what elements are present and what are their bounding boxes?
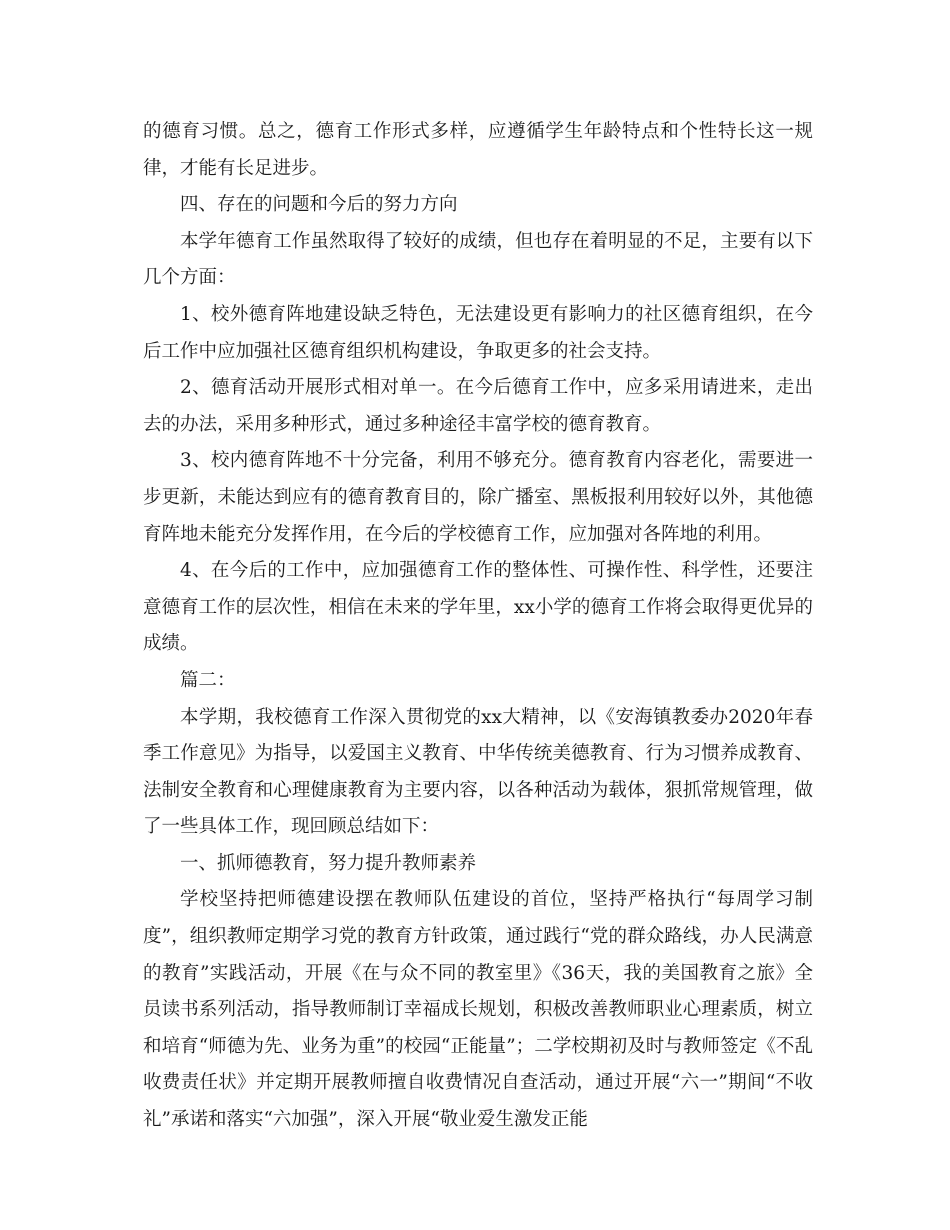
document-body bbox=[143, 114, 813, 1139]
list-item-2: 2、德育活动开展形式相对单一。在今后德育工作中，应多采用请进来，走出去的办法，采用多种形式，通过多种途径丰富学校的德育教育。 bbox=[143, 377, 813, 435]
list-item-1: 1、校外德育阵地建设缺乏特色，无法建设更有影响力的社区德育组织，在今后工作中应加强社区德育组织机构建设，争取更多的社会支持。 bbox=[143, 303, 813, 362]
paragraph: 本学期，我校德育工作深入贯彻党的xx大精神，以《安海镇教委办2020年春季工作意见》为指导，以爱国主义教育、中华传统美德教育、行为习惯养成教育、法制安全教育和心理健康教育为主要内容，以各种活动为载体，狠抓常规管理，做了一些具体工作，现回顾总结如下： bbox=[143, 706, 813, 838]
part-heading: 篇二： bbox=[180, 669, 236, 691]
paragraph-continuation: 的德育习惯。总之，德育工作形式多样，应遵循学生年龄特点和个性特长这一规律，才能有长足进步。 bbox=[143, 121, 813, 179]
paragraph: 学校坚持把师德建设摆在教师队伍建设的首位，坚持严格执行“每周学习制度”，组织教师定期学习党的教育方针政策，通过践行“党的群众路线，办人民满意的教育”实践活动，开展《在与众不同的教室里》《36天，我的美国教育之旅》全员读书系列活动，指导教师制订幸福成长规划，积极改善教师职业心理素质，树立和培育“师德为先、业务为重”的校园“正能量”；二学校期初及时与教师签定《不乱收费责任状》并定期开展教师擅自收费情况自查活动，通过开展“六一”期间“不收礼”承诺和落实“六加强”，深入开展“敬业爱生激发正能 bbox=[143, 889, 813, 1131]
list-item-4: 4、在今后的工作中，应加强德育工作的整体性、可操作性、科学性，还要注意德育工作的层次性，相信在未来的学年里，xx小学的德育工作将会取得更优异的成绩。 bbox=[143, 560, 813, 655]
section-heading-teacher-ethics: 一、抓师德教育，努力提升教师素养 bbox=[180, 852, 477, 874]
list-item-3: 3、校内德育阵地不十分完备，利用不够充分。德育教育内容老化，需要进一步更新，未能达到应有的德育教育目的，除广播室、黑板报利用较好以外，其他德育阵地未能充分发挥作用，在今后的学校德育工作，应加强对各阵地的利用。 bbox=[143, 450, 813, 545]
section-heading-problems: 四、存在的问题和今后的努力方向 bbox=[180, 194, 458, 216]
paragraph: 本学年德育工作虽然取得了较好的成绩，但也存在着明显的不足，主要有以下几个方面： bbox=[143, 230, 813, 289]
